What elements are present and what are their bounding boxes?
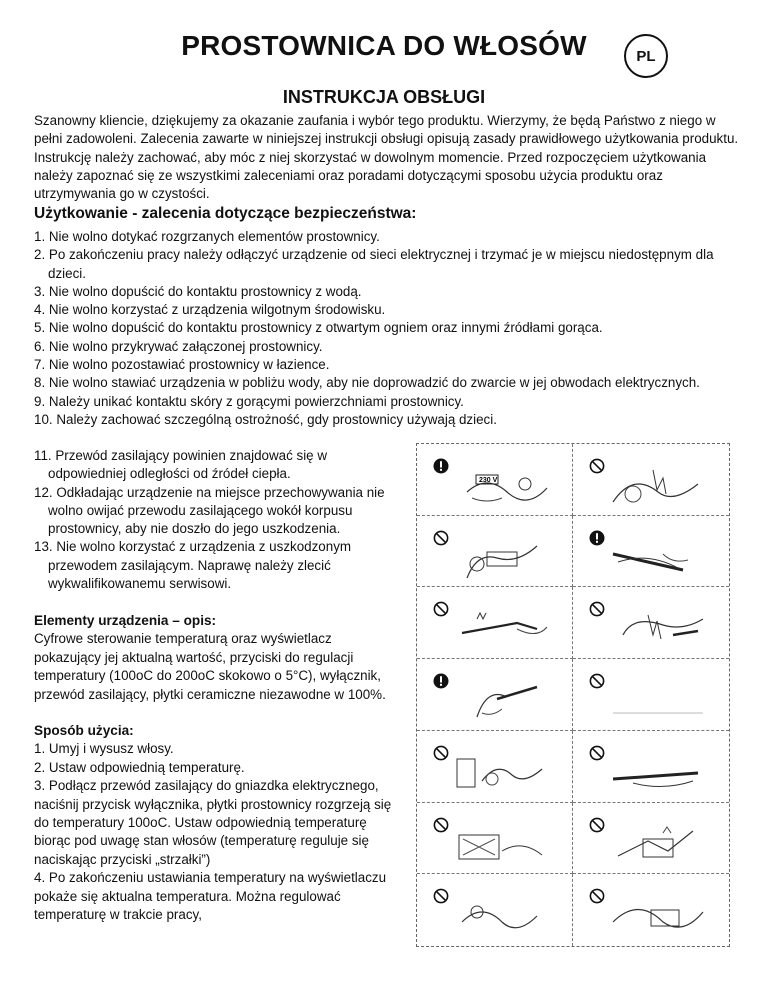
illustration-cell: [573, 874, 729, 946]
illustration-drawing: [447, 821, 552, 867]
elements-text: Cyfrowe sterowanie temperaturą oraz wyświetlacz pokazujący jej aktualną wartość, przyciski do regulacji temperatury (100oC do 200oC skokowo o 5°C), wyłącznik, przewód zasilający, płytki ceramiczne niezawodne w 100%.: [34, 631, 386, 702]
illustration-cell: [417, 659, 573, 731]
illustration-drawing: [603, 892, 708, 938]
document-subtitle: INSTRUKCJA OBSŁUGI: [282, 87, 486, 107]
illustration-cell: [417, 516, 573, 588]
safety-illustrations-grid: [416, 443, 730, 947]
illustration-drawing: [447, 462, 552, 508]
usage-step: 4. Po zakończeniu ustawiania temperatury na wyświetlaczu pokaże się aktualna temperatura. Można regulować temperaturę w trakcie pracy,: [34, 870, 387, 923]
illustration-cell: [417, 803, 573, 875]
illustration-drawing: [603, 534, 708, 580]
safety-rule: 13. Nie wolno korzystać z urządzenia z uszkodzonym przewodem zasilającym. Naprawę należy zlecić wykwalifikowanemu serwisowi.: [34, 539, 352, 592]
safety-rule: 2. Po zakończeniu pracy należy odłączyć urządzenie od sieci elektrycznej i trzymać je w miejscu niedostępnym dla dzieci.: [34, 247, 714, 281]
illustration-drawing: [603, 749, 708, 795]
illustration-drawing: [447, 892, 552, 938]
safety-rule: 12. Odkładając urządzenie na miejsce przechowywania nie wolno owijać przewodu zasilającego wokół korpusu prostownicy, aby nie doszło do jego uszkodzenia.: [34, 484, 385, 537]
safety-rule: 8. Nie wolno stawiać urządzenia w pobliżu wody, aby nie doprowadzić do zwarcie w jej obwodach elektrycznych.: [34, 375, 700, 391]
usage-steps-list: [34, 740, 394, 924]
safety-rule: 6. Nie wolno przykrywać załączonej prostownicy.: [34, 338, 323, 354]
safety-rule: 5. Nie wolno dopuścić do kontaktu prostownicy z otwartym ogniem oraz innymi źródłami gorąca.: [34, 320, 603, 336]
safety-rule: 4. Nie wolno korzystać z urządzenia wilgotnym środowisku.: [34, 302, 386, 318]
illustration-drawing: [603, 605, 708, 651]
illustration-drawing: [447, 677, 552, 723]
safety-rule: 1. Nie wolno dotykać rozgrzanych elementów prostownicy.: [34, 229, 380, 244]
safety-rule: 9. Należy unikać kontaktu skóry z gorącymi powierzchniami prostownicy.: [34, 393, 464, 409]
safety-rules-list: [34, 228, 744, 429]
illustration-cell: [417, 587, 573, 659]
document-title: PROSTOWNICA DO WŁOSÓW: [181, 30, 587, 61]
illustration-cell: [573, 659, 729, 731]
usage-step: 1. Umyj i wysusz włosy.: [34, 741, 174, 757]
illustration-drawing: [603, 677, 708, 723]
illustration-cell: [573, 587, 729, 659]
usage-heading: Sposób użycia:: [34, 723, 134, 738]
intro-paragraph: Szanowny kliencie, dziękujemy za okazanie zaufania i wybór tego produktu. Wierzymy, że będą Państwo z niego w pełni zadowoleni. Zalecenia zawarte w niniejszej instrukcji obsługi opisują zasady prawidłowego użytkowania produktu. Instrukcję należy zachować, aby móc z niej skorzystać w dowolnym momencie. Przed rozpoczęciem użytkowania należy zapoznać się ze wszystkimi zaleceniami oraz poradami dotyczącymi sposobu użycia produktu oraz utrzymywania go w czystości.: [34, 113, 739, 202]
safety-rule: 7. Nie wolno pozostawiać prostownicy w łazience.: [34, 357, 330, 373]
language-badge: PL: [624, 34, 668, 78]
illustration-cell: [573, 803, 729, 875]
voltage-label: 230 V: [479, 477, 498, 484]
illustration-cell: [573, 444, 729, 516]
illustration-drawing: [603, 821, 708, 867]
illustration-drawing: [447, 749, 552, 795]
illustration-cell: [573, 516, 729, 588]
safety-rule: 10. Należy zachować szczególną ostrożność, gdy prostownicy używają dzieci.: [34, 411, 497, 427]
safety-rules-list-continued: [34, 447, 394, 593]
illustration-cell: [573, 731, 729, 803]
illustration-cell: [417, 731, 573, 803]
safety-rule: 3. Nie wolno dopuścić do kontaktu prostownicy z wodą.: [34, 283, 362, 299]
safety-rule: 11. Przewód zasilający powinien znajdować się w odpowiedniej odległości od źródeł ciepła.: [34, 448, 328, 482]
illustration-cell: [417, 874, 573, 946]
illustration-drawing: [447, 534, 552, 580]
safety-heading: Użytkowanie - zalecenia dotyczące bezpieczeństwa:: [34, 205, 417, 222]
usage-step: 2. Ustaw odpowiednią temperaturę.: [34, 759, 245, 775]
illustration-drawing: [447, 605, 552, 651]
elements-section: [34, 612, 394, 704]
elements-heading: Elementy urządzenia – opis:: [34, 613, 217, 628]
usage-section: [34, 722, 394, 924]
illustration-drawing: [603, 462, 708, 508]
illustration-cell: [417, 444, 573, 516]
usage-step: 3. Podłącz przewód zasilający do gniazdka elektrycznego, naciśnij przycisk wyłącznika, płytki prostownicy rozgrzeją się do temperatury 100oC. Ustaw odpowiednią temperaturę biorąc pod uwagę stan włosów (temperaturę reguluje się naciskając przyciski „strzałki”): [34, 778, 392, 867]
